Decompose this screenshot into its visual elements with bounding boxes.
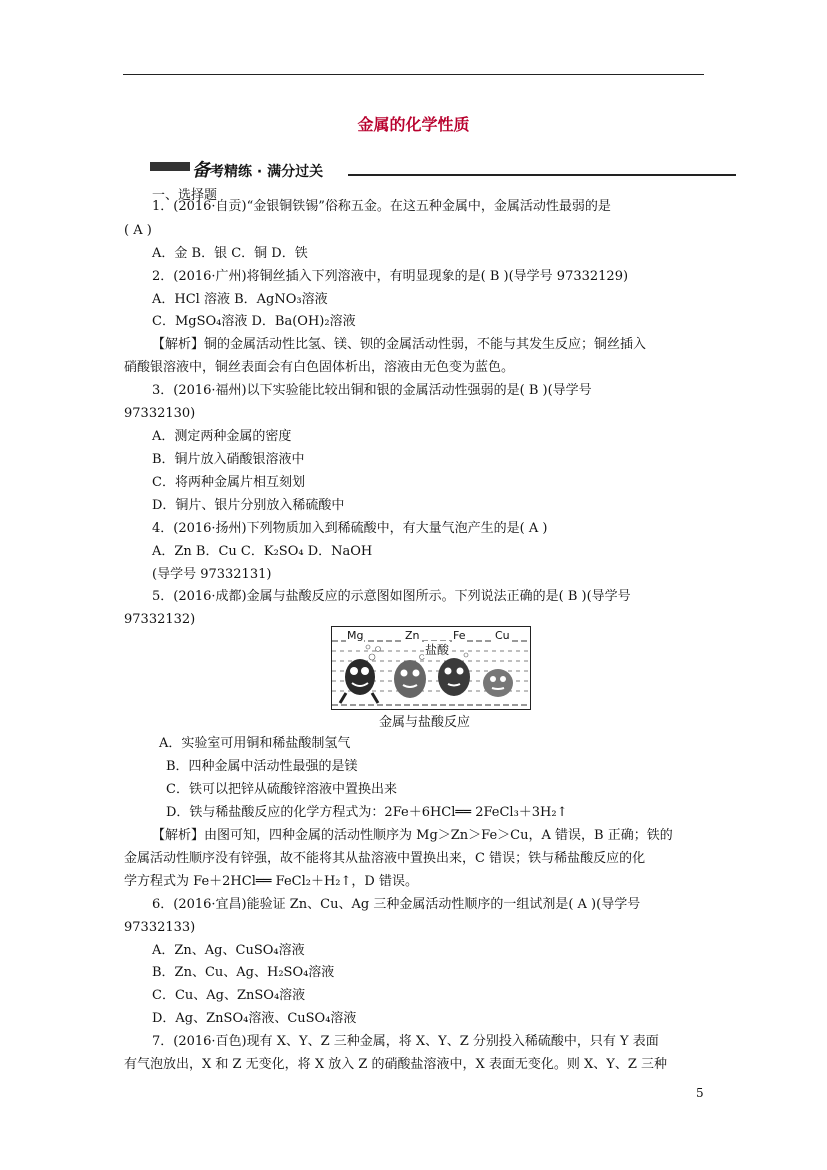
text-line: C．Cu、Ag、ZnSO₄溶液 xyxy=(152,988,306,1003)
mg-character-icon xyxy=(340,659,378,703)
text-line: B．铜片放入硝酸银溶液中 xyxy=(152,452,305,467)
figure-caption: 金属与盐酸反应 xyxy=(379,715,471,730)
header-rule xyxy=(123,74,704,75)
label-mg: Mg xyxy=(347,629,364,642)
text-line: B．Zn、Cu、Ag、H₂SO₄溶液 xyxy=(152,965,335,980)
cu-character-icon xyxy=(483,669,513,697)
label-zn: Zn xyxy=(405,629,420,642)
text-line: 有气泡放出，X 和 Z 无变化，将 X 放入 Z 的硝酸盐溶液中，X 表面无变化。则 X、Y、Z 三种 xyxy=(124,1057,668,1072)
text-line: 【解析】铜的金属活动性比氢、镁、钡的金属活动性弱，不能与其发生反应；铜丝插入 xyxy=(152,337,647,352)
text-line: C．将两种金属片相互刻划 xyxy=(152,475,305,490)
text-line: A．实验室可用铜和稀盐酸制氢气 xyxy=(159,736,351,751)
text-line: ( A ) xyxy=(124,223,152,238)
text-line: 硝酸银溶液中，铜丝表面会有白色固体析出，溶液由无色变为蓝色。 xyxy=(124,360,515,375)
text-line: A．HCl 溶液 B．AgNO₃溶液 xyxy=(152,292,328,307)
text-line: 6．(2016·宜昌)能验证 Zn、Cu、Ag 三种金属活动性顺序的一组试剂是( A )(导学号 xyxy=(152,897,641,912)
zn-character-icon xyxy=(394,660,426,698)
banner-prefix: 备 xyxy=(192,160,210,181)
text-line: 金属活动性顺序没有锌强，故不能将其从盐溶液中置换出来，C 错误；铁与稀盐酸反应的化 xyxy=(124,851,646,866)
label-acid: 盐酸 xyxy=(425,643,450,657)
text-line: 97332130) xyxy=(124,406,196,421)
reaction-figure xyxy=(331,626,531,710)
text-line: B．四种金属中活动性最强的是镁 xyxy=(166,759,358,774)
page-number: 5 xyxy=(696,1086,704,1100)
page-title: 金属的化学性质 xyxy=(357,115,470,134)
text-line: C．MgSO₄溶液 D．Ba(OH)₂溶液 xyxy=(152,314,356,329)
label-fe: Fe xyxy=(453,629,466,642)
text-line: A．Zn、Ag、CuSO₄溶液 xyxy=(152,943,305,958)
text-line: 97332133) xyxy=(124,920,196,935)
text-line: (导学号 97332131) xyxy=(152,567,272,582)
text-line: A．金 B．银 C．铜 D．铁 xyxy=(152,246,308,261)
text-line: 1．(2016·自贡)“金银铜铁锡”俗称五金。在这五种金属中，金属活动性最弱的是 xyxy=(152,199,611,214)
text-line: D．铜片、银片分别放入稀硫酸中 xyxy=(152,498,345,513)
text-line: 学方程式为 Fe＋2HCl══ FeCl₂＋H₂↑，D 错误。 xyxy=(124,874,418,889)
text-line: 4．(2016·扬州)下列物质加入到稀硫酸中，有大量气泡产生的是( A ) xyxy=(152,521,548,536)
text-line: 3．(2016·福州)以下实验能比较出铜和银的金属活动性强弱的是( B )(导学号 xyxy=(152,383,592,398)
banner-text: 考精练 · 满分过关 xyxy=(210,164,324,180)
section-banner xyxy=(150,156,736,181)
text-line: A．Zn B．Cu C．K₂SO₄ D．NaOH xyxy=(152,544,373,559)
text-line: 【解析】由图可知，四种金属的活动性顺序为 Mg＞Zn＞Fe＞Cu，A 错误，B 正确；铁的 xyxy=(152,828,673,843)
text-line: A．测定两种金属的密度 xyxy=(152,429,292,444)
text-line: D．Ag、ZnSO₄溶液、CuSO₄溶液 xyxy=(152,1011,357,1026)
fe-character-icon xyxy=(438,658,470,696)
section-heading: 一、选择题 xyxy=(152,188,218,203)
text-line: 97332132) xyxy=(124,612,196,627)
label-cu: Cu xyxy=(495,629,510,642)
text-line: D．铁与稀盐酸反应的化学方程式为：2Fe＋6HCl══ 2FeCl₃＋3H₂↑ xyxy=(166,805,568,820)
text-line: 2．(2016·广州)将铜丝插入下列溶液中，有明显现象的是( B )(导学号 97332129) xyxy=(152,269,629,284)
text-line: 5．(2016·成都)金属与盐酸反应的示意图如图所示。下列说法正确的是( B )(导学号 xyxy=(152,589,631,604)
banner-underline xyxy=(348,174,736,176)
text-line: C．铁可以把锌从硫酸锌溶液中置换出来 xyxy=(166,782,397,797)
text-line: 7．(2016·百色)现有 X、Y、Z 三种金属，将 X、Y、Z 分别投入稀硫酸中，只有 Y 表面 xyxy=(152,1034,659,1049)
banner-bar xyxy=(150,162,190,171)
